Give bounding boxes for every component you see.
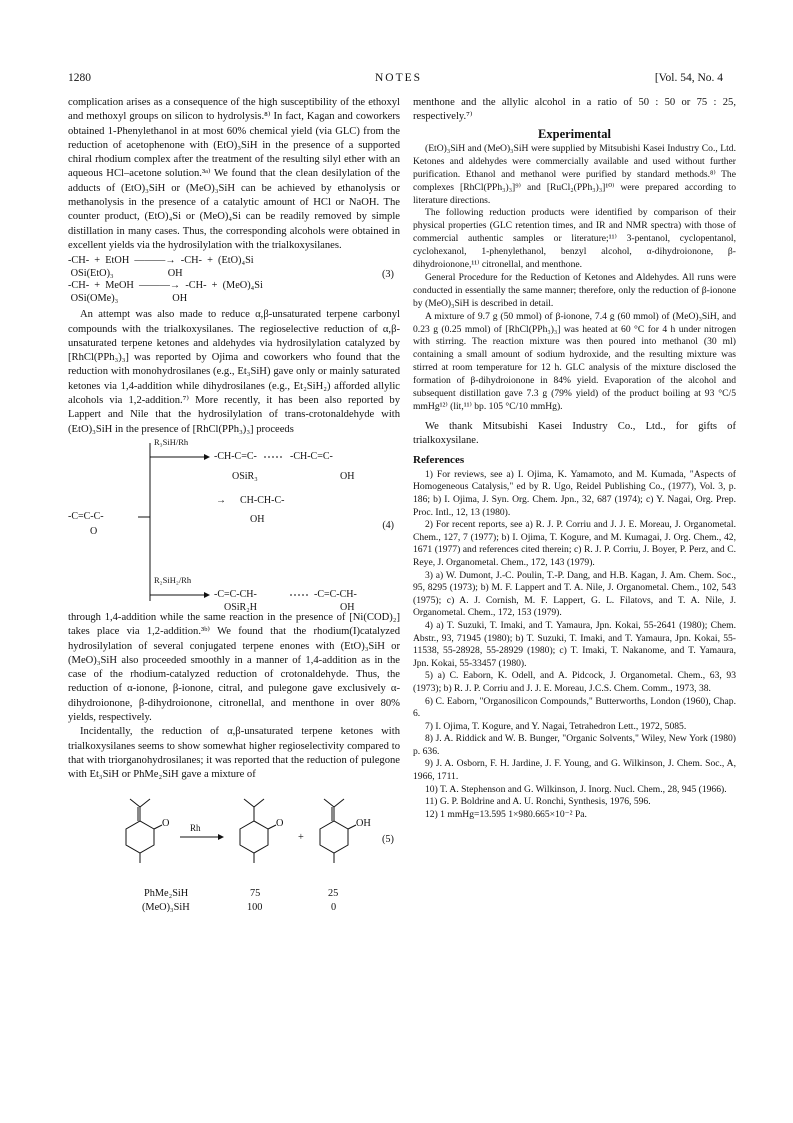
reference-item: 12) 1 mmHg=13.595 1×980.665×10⁻² Pa. [425, 808, 587, 820]
substituent-label: OH [340, 470, 355, 482]
paragraph: (EtO)₃SiH and (MeO)₃SiH were supplied by Mitsubishi Kasei Industry Co., Ltd. Ketones and aldehydes were commercially available and used without further purification. Ethanol and methanol were purified by standard methods.⁸⁾ The complexes [RhCl(PPh₃)₃]⁹⁾ and [RuCl₂(PPh₃)₃]¹⁰⁾ were prepared according to literature directions. [413, 142, 736, 206]
right-column [413, 96, 736, 821]
carbonyl-label: O [162, 817, 170, 829]
product-formula: -C=C-CH- [214, 588, 257, 600]
reagent-label: R₂SiH₂/Rh [154, 574, 192, 585]
substituent-label: OH [340, 601, 355, 613]
paragraph: The following reduction products were identified by comparison of their physical properties (GLC retention times, and IR and NMR spectra) with those of commercial authentic samples or literature;¹¹⁾ 3-pentanol, cyclopentanol, cyclohexanol, 1-phenylethanol, benzyl alcohol, α-dihydroionone, β-dihydroionone,¹¹⁾ citronellal, and menthone. [413, 207, 736, 271]
product-formula: -C=C-CH- [314, 588, 357, 600]
section-title: NOTES [375, 72, 423, 84]
equation-number: (4) [382, 519, 394, 531]
substituent-label: O [90, 525, 98, 537]
substituent-label: OH [250, 513, 265, 525]
substituent-label: OSiR₃ [232, 470, 258, 482]
reference-item: 2) For recent reports, see a) R. J. P. Corriu and J. J. E. Moreau, J. Organometal. Chem., 127, 7 (1977); b) I. Ojima, T. Kogure, and M. Kumagai, J. Org. Chem., 42, 1671 (1977) and references cited therein; c) R. J. P. Corriu, J. Boyer, P. Perz, and C. Reye, J. Organometal. Chem., 172, 143 (1979). [413, 519, 736, 568]
reference-item: 1) For reviews, see a) I. Ojima, K. Yamamoto, and M. Kumada, "Aspects of Homogeneous Catalysis," ed by R. Ugo, Reidel Publishing Co., (1977), Vol. 3, p. 186; b) I. Ojima, J. Syn. Org. Chem. Jpn., 32, 687 (1974); c) Y. Nagai, Org. Prep. Proc. Intl., 12, 13 (1980). [413, 468, 736, 518]
paragraph: A mixture of 9.7 g (50 mmol) of β-ionone, 7.4 g (60 mmol) of (MeO)₃SiH, and 0.23 g (0.25 mmol) of [RhCl(PPh₃)₃] was heated at 60 °C for 4 h under nitrogen with stirring. The reaction mixture was then poured into methanol (30 ml) containing a small amount of sodium hydroxide, and the resulting mixture was stirred at room temperature for 12 h. GLC analysis of the mixture disclosed the formation of β-dihydroionone in 84% yield. Evaporation of the alcohol and subsequent distillation gave 7.3 g (79% yield) of the product boiling at 93 °C/5 mmHg¹²⁾ (lit,¹¹⁾ bp. 105 °C/10 mmHg). [413, 310, 736, 413]
paragraph: General Procedure for the Reduction of Ketones and Aldehydes. All runs were conducted in essentially the same manner; therefore, only the reduction of β-ionone by (MeO)₃SiH is described in detail. [413, 271, 736, 309]
reagent-label: (MeO)₃SiH [142, 901, 190, 913]
equation-number: (3) [381, 269, 394, 281]
yield-value: 100 [247, 901, 263, 913]
substituent-label: OSiR₂H [224, 601, 257, 613]
arrow-glyph: → [216, 494, 226, 506]
product-formula: CH-CH-C- [240, 494, 285, 506]
paragraph: menthone and the allylic alcohol in a ratio of 50 : 50 or 75 : 25, respectively.⁷⁾ [413, 97, 736, 123]
reference-item: 3) a) W. Dumont, J.-C. Poulin, T.-P. Dang, and H.B. Kagan, J. Am. Chem. Soc., 95, 8295 (1973); b) M. F. Lappert and T. A. Nile, J. Organometal. Chem., 102, 543 (1975); c) A. J. Cornish, M. F. Lappert, G. L. Filatovs, and T. A. Nile, J. Organometal. Chem., 172, 153 (1979). [413, 569, 736, 619]
volume-label: [Vol. 54, No. 4 [654, 72, 723, 84]
page-number: 1280 [68, 72, 91, 84]
left-column [68, 96, 400, 929]
reagent-label: PhMe₂SiH [144, 887, 189, 899]
equation-5 [68, 789, 400, 929]
equation-line: OSi(EtO)₃ OH [68, 267, 183, 279]
section-heading: Experimental [538, 126, 611, 141]
reference-item: 11) G. P. Boldrine and A. U. Ronchi, Synthesis, 1976, 596. [425, 796, 651, 808]
reagent-label: R₃SiH/Rh [154, 436, 189, 447]
catalyst-label: Rh [190, 822, 201, 833]
reference-item: 8) J. A. Riddick and W. B. Bunger, "Organic Solvents," Wiley, New York (1980) p. 636. [413, 733, 736, 757]
reference-item: 7) I. Ojima, T. Kogure, and Y. Nagai, Tetrahedron Lett., 1972, 5085. [425, 720, 687, 732]
yield-value: 75 [250, 887, 261, 899]
equation-4 [68, 436, 400, 613]
reference-item: 10) T. A. Stephenson and G. Wilkinson, J. Inorg. Nucl. Chem., 28, 945 (1966). [425, 783, 727, 795]
hydroxyl-label: OH [356, 817, 371, 829]
paragraph: An attempt was also made to reduce α,β-unsaturated terpene carbonyl compounds with the trialkoxysilanes. The regioselective reduction of α,β-unsaturated terpene ketones and aldehydes via hydrosilylation catalyzed by [RhCl(PPh₃)₃] was reported by Ojima and coworkers who found that the reduction with monohydrosilanes (e.g., Et₃SiH) gave only or mainly saturated ketones via 1,4-addition while dihydrosilanes (e.g., Et₂SiH₂) afforded allylic alcohols via 1,2-addition.⁷⁾ More recently, it has been also reported by Lappert and Nile that the hydrosilylation of trans-crotonaldehyde with (EtO)₃SiH in the presence of [RhCl(PPh₃)₃] proceeds [68, 309, 400, 435]
equation-line: -CH- + EtOH ———→ -CH- + (EtO)₄Si [68, 255, 254, 267]
reference-item: 4) a) T. Suzuki, T. Imaki, and T. Yamaura, Jpn. Kokai, 55-2641 (1980); Chem. Abstr., 93, 71945 (1980); b) T. Suzuki, T. Imaki, and T. Yamaura, Jpn. Kokai, 55-11538, 55-28928, 55-28929 (1980); c) T. Imaki, T. Nakanome, and T. Yamaura, Jpn. Kokai, 55-33457 (1980). [413, 619, 736, 669]
reference-list [413, 469, 736, 822]
yield-value: 0 [331, 901, 337, 913]
plus-sign: + [298, 831, 304, 843]
acknowledgement: We thank Mitsubishi Kasei Industry Co., Ltd., for gifts of trialkoxysilane. [413, 420, 736, 447]
equation-line: OSi(OMe)₃ OH [68, 292, 188, 304]
equation-3 [68, 255, 400, 305]
paragraph: Incidentally, the reduction of α,β-unsaturated terpene ketones with trialkoxysilanes seems to show somewhat higher regioselectivity compared to that with triorganohydrosilanes; it was reported that the reduction of pulegone with Et₃SiH or PhMe₂SiH gave a mixture of [68, 726, 400, 781]
reference-item: 5) a) C. Eaborn, K. Odell, and A. Pidcock, J. Organometal. Chem., 63, 93 (1973); b) R. J. P. Corriu and J. J. E. Moreau, J.C.S. Chem. Comm., 1973, 38. [413, 670, 736, 694]
equation-number: (5) [381, 833, 394, 845]
pulegone-reduction-scheme [68, 789, 400, 885]
yield-value: 25 [328, 887, 339, 899]
reference-item: 6) C. Eaborn, "Organosilicon Compounds," Butterworths, London (1960), Chap. 6. [413, 695, 736, 720]
paragraph: complication arises as a consequence of the high susceptibility of the ethoxyl and methoxyl groups on silicon to hydrolysis.⁸⁾ In fact, Kagan and coworkers obtained 1-Phenylethanol in at most 60% chemical yield (via GLC) from the reduction of acetophenone with (EtO)₃SiH in the presence of a supported chiral rhodium complex after the treatment of the resulting silyl ether with an aqueous HCl–acetone solution.³ᵃ⁾ We found that the clean desilylation of the adducts of (EtO)₃SiH or (MeO)₃SiH can be achieved by ethanolysis or methanolysis in the presence of a catalytic amount of HCl or NaOH. The counter product, (EtO)₄Si or (MeO)₄Si can be readily removed by simple distillation in many cases. Thus, the corresponding alcohols were obtained in excellent yields via the hydrosilylation with the trialkoxysilanes. [68, 97, 400, 251]
product-formula: -CH-C=C- [290, 450, 333, 462]
references-heading: References [413, 453, 465, 466]
equation-line: -CH- + MeOH ———→ -CH- + (MeO)₄Si [68, 280, 263, 292]
substrate-formula: -C=C-C- [68, 510, 104, 522]
reference-item: 9) J. A. Osborn, F. H. Jardine, J. F. Young, and G. Wilkinson, J. Chem. Soc., A, 1966, 1711. [413, 758, 736, 783]
running-header [0, 72, 793, 88]
paragraph: through 1,4-addition while the same reaction in the presence of [Ni(COD)₂] takes place via 1,2-addition.³ᵇ⁾ We found that the rhodium(I)catalyzed hydrosilylation of several conjugated terpene enones with (EtO)₃SiH or (MeO)₃SiH also proceeded smoothly in a manner of 1,4-addition as in the case of the rhodium-catalyzed reduction of crotonaldehyde. Thus, the reduction of α-ionone, β-ionone, citral, and pulegone gave exclusively α-dihydroionone, β-dihydroionone, citronellal, and menthone in over 80% yields, respectively. [68, 611, 400, 724]
product-formula: -CH-C=C- [214, 450, 257, 462]
carbonyl-label: O [276, 817, 284, 829]
